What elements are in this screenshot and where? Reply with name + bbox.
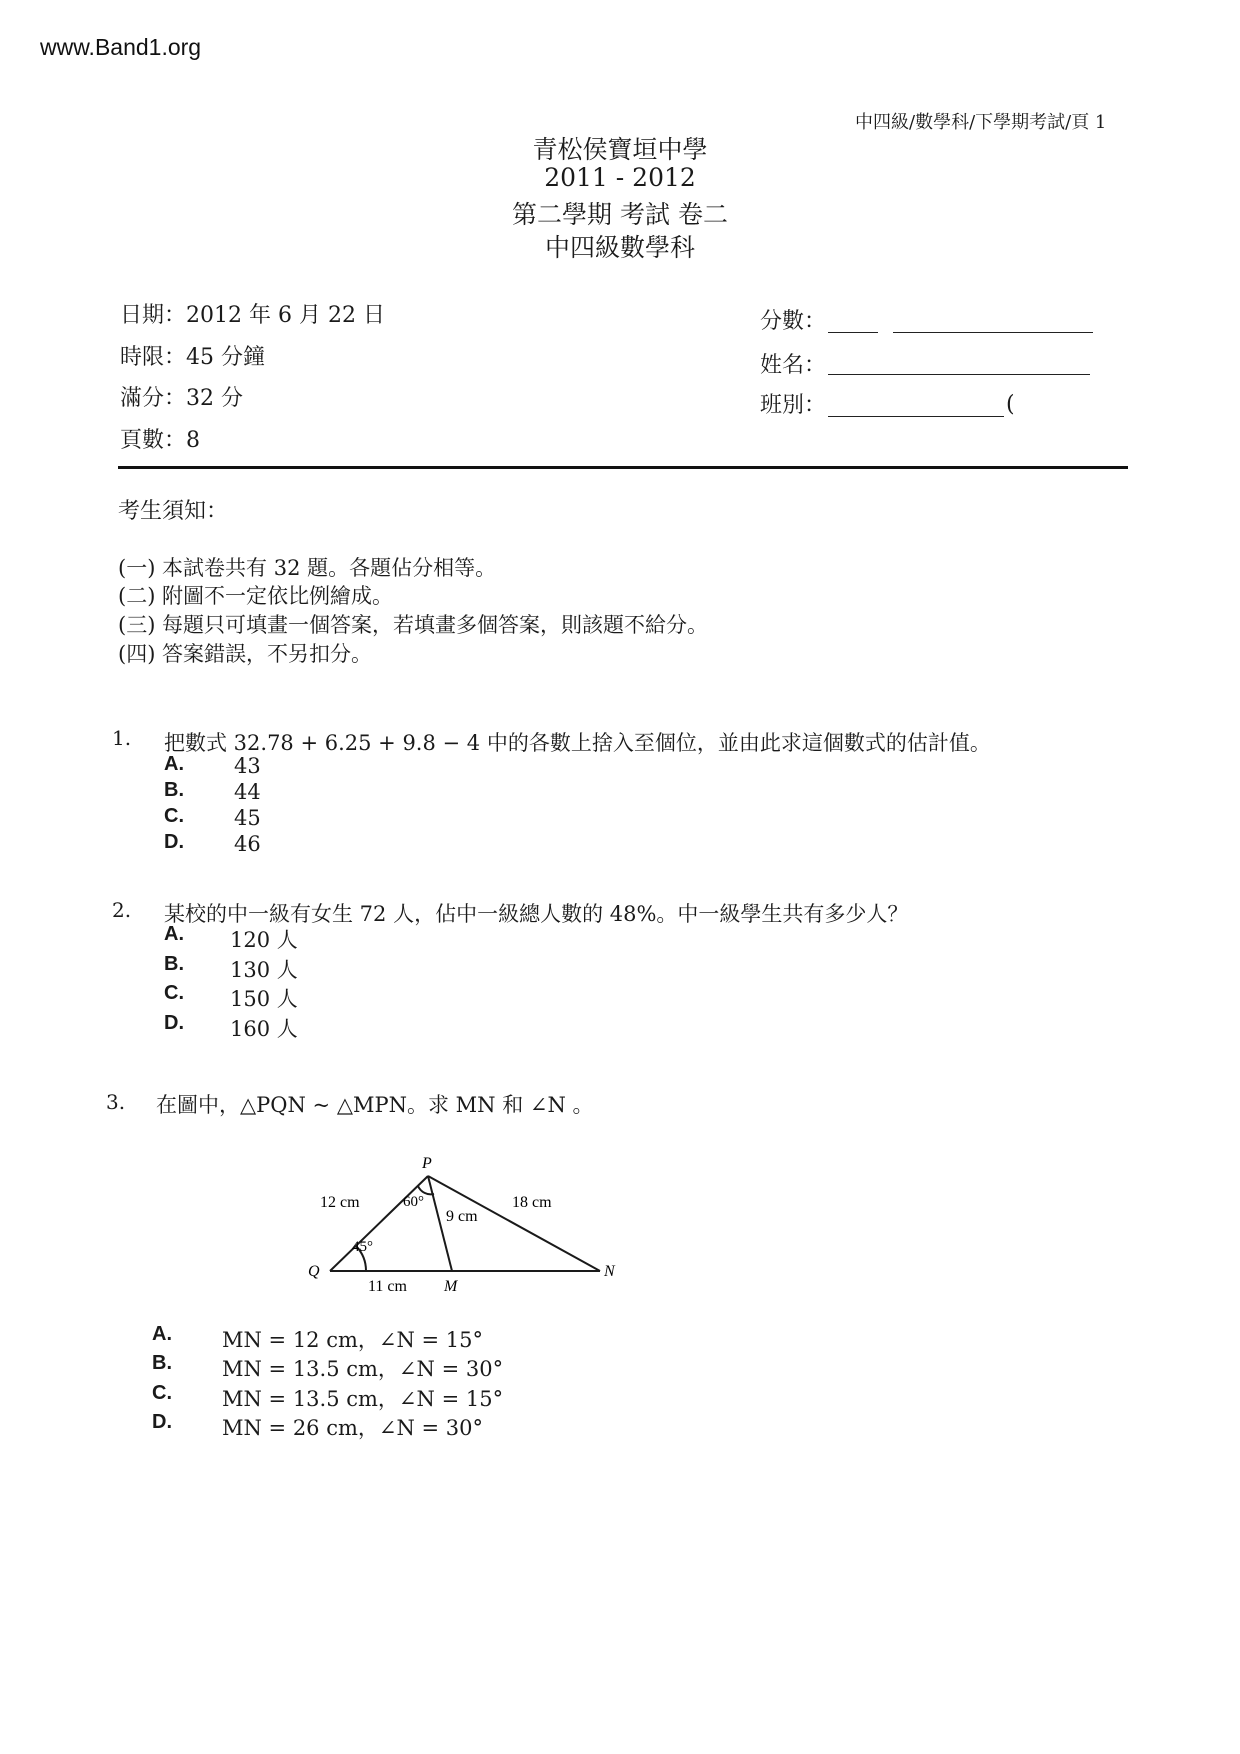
exam-date: 日期：2012 年 6 月 22 日 [120, 303, 385, 328]
paper-title: 第二學期 考試 卷二 [512, 200, 728, 229]
site-watermark: www.Band1.org [40, 34, 202, 60]
q3-option-d[interactable]: MN = 26 cm，∠N = 30° [222, 1416, 484, 1440]
q1-option-d[interactable]: 46 [234, 832, 261, 856]
q2-option-d[interactable]: 160 人 [230, 1017, 298, 1041]
q3-option-b[interactable]: MN = 13.5 cm，∠N = 30° [222, 1357, 504, 1381]
label-n: N [604, 1263, 615, 1280]
length-pm: 9 cm [446, 1208, 478, 1225]
angle-p-label: 60° [403, 1194, 424, 1210]
q1-option-d-label: D. [164, 831, 184, 853]
q2-option-c[interactable]: 150 人 [230, 987, 298, 1011]
question-2-text: 某校的中一級有女生 72 人，佔中一級總人數的 48%。中一級學生共有多少人？ [164, 902, 909, 926]
header-rule [118, 466, 1128, 469]
school-year: 2011 - 2012 [544, 163, 696, 192]
question-1-number: 1. [112, 726, 132, 750]
running-header: 中四級/數學科/下學期考試/頁 1 [855, 112, 1107, 133]
q1-option-b-label: B. [164, 779, 184, 801]
q3-option-c-label: C. [152, 1382, 172, 1404]
q3-option-b-label: B. [152, 1352, 172, 1374]
q3-option-d-label: D. [152, 1411, 172, 1433]
label-m: M [444, 1278, 458, 1295]
score-label: 分數： [760, 309, 827, 334]
school-name: 青松侯寶垣中學 [532, 135, 708, 164]
angle-q-label: 45° [352, 1239, 373, 1255]
q2-option-a[interactable]: 120 人 [230, 928, 298, 952]
question-2-number: 2. [112, 898, 132, 922]
instruction-item: (四) 答案錯誤，不另扣分。 [118, 642, 373, 666]
length-qm: 11 cm [368, 1278, 407, 1295]
score-blank-2[interactable] [893, 332, 1093, 333]
question-1-text: 把數式 32.78 + 6.25 + 9.8 − 4 中的各數上捨入至個位，並由此求這個數式的估計值。 [164, 731, 991, 755]
name-blank[interactable] [828, 374, 1090, 375]
q2-option-b[interactable]: 130 人 [230, 958, 298, 982]
class-label: 班別： [760, 393, 827, 418]
q2-option-d-label: D. [164, 1012, 184, 1034]
q1-option-a-label: A. [164, 753, 184, 775]
q2-option-a-label: A. [164, 923, 184, 945]
side-pq [330, 1176, 428, 1271]
question-3-text: 在圖中，△PQN ~ △MPN。求 MN 和 ∠N 。 [156, 1093, 594, 1117]
q1-option-c[interactable]: 45 [234, 806, 261, 830]
instruction-item: (三) 每題只可填畫一個答案，若填畫多個答案，則該題不給分。 [118, 613, 709, 637]
question-3-number: 3. [106, 1090, 126, 1114]
triangle-figure [300, 1148, 640, 1308]
q1-option-c-label: C. [164, 805, 184, 827]
instructions-title: 考生須知： [118, 499, 229, 524]
page-count: 頁數：8 [120, 428, 200, 453]
time-limit: 時限：45 分鐘 [120, 345, 265, 370]
q2-option-b-label: B. [164, 953, 184, 975]
name-label: 姓名： [760, 353, 827, 378]
q3-option-a[interactable]: MN = 12 cm，∠N = 15° [222, 1328, 484, 1352]
q1-option-b[interactable]: 44 [234, 780, 261, 804]
class-number-paren: ( [1006, 392, 1015, 417]
class-blank[interactable] [828, 416, 1004, 417]
q3-option-a-label: A. [152, 1323, 172, 1345]
length-pq: 12 cm [320, 1194, 360, 1211]
subject-title: 中四級數學科 [544, 233, 695, 262]
instruction-item: (二) 附圖不一定依比例繪成。 [118, 584, 394, 608]
label-q: Q [308, 1263, 320, 1280]
q2-option-c-label: C. [164, 982, 184, 1004]
full-marks: 滿分：32 分 [120, 386, 243, 411]
instruction-item: (一) 本試卷共有 32 題。各題佔分相等。 [118, 556, 497, 580]
q1-option-a[interactable]: 43 [234, 754, 261, 778]
q3-option-c[interactable]: MN = 13.5 cm，∠N = 15° [222, 1387, 504, 1411]
label-p: P [422, 1155, 432, 1172]
length-pn: 18 cm [512, 1194, 552, 1211]
score-blank-1[interactable] [828, 332, 878, 333]
